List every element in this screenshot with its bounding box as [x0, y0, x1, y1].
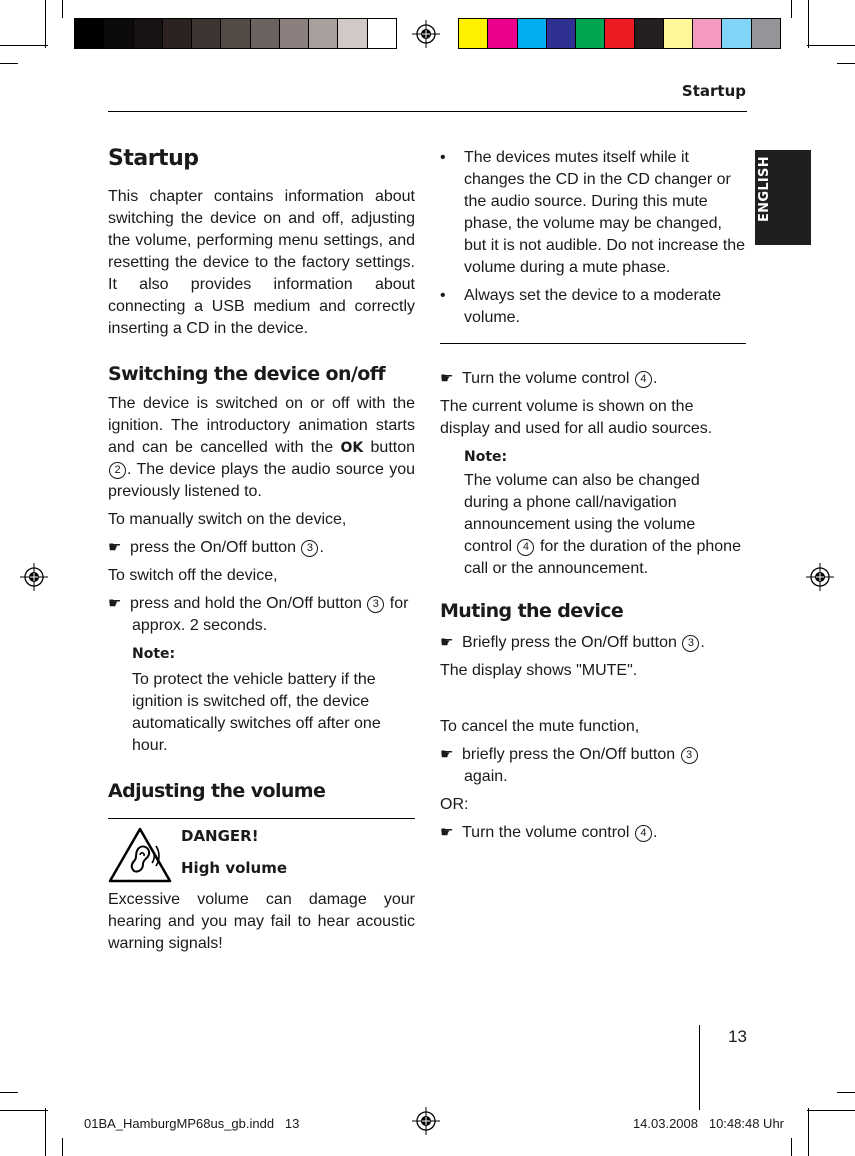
- gray-swatch: [221, 19, 250, 48]
- gray-swatch: [251, 19, 280, 48]
- volume-control-callout: 4: [635, 825, 652, 842]
- process-swatch: [459, 19, 488, 48]
- switch-off-paragraph: To switch off the device,: [108, 567, 278, 584]
- instruction-hold-onoff: ☛ press and hold the On/Off button 3 for approx. 2 seconds.: [108, 595, 409, 634]
- intro-paragraph: This chapter contains information about switching the device on and off, adjusting the volume, performing menu settings, and resetting the device to the factory settings. It also provides information about connecting a USB medium and correctly inserting a CD in the device.: [108, 188, 415, 337]
- registration-mark-icon: [20, 563, 48, 591]
- volume-control-callout: 4: [635, 371, 652, 388]
- button-callout-3: 3: [301, 540, 318, 557]
- process-swatch: [576, 19, 605, 48]
- pointing-hand-icon: ☛: [440, 824, 454, 841]
- volume-display-paragraph: The current volume is shown on the display and used for all audio sources.: [440, 398, 713, 437]
- running-header: Startup: [681, 82, 746, 100]
- instruction-brief-press-again: ☛ briefly press the On/Off button 3 again.: [440, 744, 746, 788]
- gray-swatch: [75, 19, 104, 48]
- header-rule: [108, 111, 747, 112]
- or-label: OR:: [440, 796, 469, 813]
- pointing-hand-icon: ☛: [108, 539, 122, 556]
- gray-swatch: [104, 19, 133, 48]
- ok-label: OK: [340, 440, 364, 456]
- process-swatch: [664, 19, 693, 48]
- switching-text-c: . The device plays the audio source you previously listened to.: [108, 461, 415, 500]
- pointing-hand-icon: ☛: [108, 595, 122, 612]
- note-label: Note:: [464, 449, 508, 465]
- button-callout-3: 3: [681, 747, 698, 764]
- process-swatch: [752, 19, 780, 48]
- process-swatch: [518, 19, 547, 48]
- gray-color-bar: [74, 18, 397, 49]
- gray-swatch: [309, 19, 338, 48]
- instruction-turn-volume-unmute: ☛ Turn the volume control 4 .: [440, 822, 746, 844]
- volume-control-callout: 4: [517, 539, 534, 556]
- danger-title: High volume: [181, 859, 288, 877]
- note-text: The volume can also be changed during a phone call/navigation announcement using the volume control 4 for the duration of the phone call or the announcement.: [464, 472, 741, 577]
- button-callout-3: 3: [367, 596, 384, 613]
- manual-on-paragraph: To manually switch on the device,: [108, 511, 347, 528]
- switching-text-b: button: [370, 439, 415, 456]
- danger-box: [108, 818, 415, 888]
- instruction-turn-volume: ☛ Turn the volume control 4 .: [440, 368, 746, 390]
- switching-text-a: The device is switched on or off with the ignition. The introductory animation starts and can be cancelled with the: [108, 395, 415, 456]
- page-number: 13: [728, 1027, 747, 1046]
- gray-swatch: [338, 19, 367, 48]
- button-callout-2: 2: [109, 462, 126, 479]
- gray-swatch: [368, 19, 396, 48]
- left-column: [108, 146, 415, 955]
- danger-end-rule: [440, 343, 746, 344]
- gray-swatch: [280, 19, 309, 48]
- instruction-press-onoff: ☛ press the On/Off button 3 .: [108, 537, 415, 559]
- danger-label: DANGER!: [181, 827, 259, 845]
- page-title: Startup: [108, 146, 199, 171]
- switching-paragraph: [108, 393, 415, 503]
- bullet-moderate-volume: • Always set the device to a moderate volume.: [440, 285, 746, 329]
- process-swatch: [693, 19, 722, 48]
- section-title-muting: Muting the device: [440, 600, 624, 622]
- note-label: Note:: [132, 646, 176, 662]
- gray-swatch: [163, 19, 192, 48]
- right-column: [440, 147, 746, 844]
- section-title-volume: Adjusting the volume: [108, 780, 326, 802]
- process-swatch: [722, 19, 751, 48]
- registration-mark-icon: [412, 1107, 440, 1135]
- pointing-hand-icon: ☛: [440, 370, 454, 387]
- print-slug-date: 14.03.2008 10:48:48 Uhr: [632, 1116, 784, 1131]
- pointing-hand-icon: ☛: [440, 746, 454, 763]
- cancel-mute-paragraph: To cancel the mute function,: [440, 718, 640, 735]
- section-title-switching: Switching the device on/off: [108, 363, 386, 385]
- process-color-bar: [458, 18, 781, 49]
- language-tab-label: ENGLISH: [757, 156, 772, 222]
- instruction-brief-press: ☛ Briefly press the On/Off button 3 .: [440, 632, 746, 654]
- hearing-warning-icon: [108, 827, 172, 883]
- gray-swatch: [192, 19, 221, 48]
- bullet-mute-phase: • The devices mutes itself while it changes the CD in the CD changer or the audio source. During this mute phase, the volume may be changed, but it is not audible. Do not increase the volume during a mute phase.: [440, 147, 746, 279]
- registration-mark-icon: [806, 563, 834, 591]
- process-swatch: [605, 19, 634, 48]
- mute-display-paragraph: The display shows "MUTE".: [440, 662, 638, 679]
- phone-volume-note: [440, 446, 746, 580]
- gray-swatch: [134, 19, 163, 48]
- danger-text: Excessive volume can damage your hearing and you may fail to hear acoustic warning signals!: [108, 891, 415, 952]
- process-swatch: [547, 19, 576, 48]
- registration-mark-icon: [412, 20, 440, 48]
- print-slug-file: 01BA_HamburgMP68us_gb.indd 13: [84, 1116, 300, 1131]
- process-swatch: [488, 19, 517, 48]
- pointing-hand-icon: ☛: [440, 634, 454, 651]
- note-text: To protect the vehicle battery if the ignition is switched off, the device automatically switches off after one hour.: [132, 671, 381, 754]
- button-callout-3: 3: [682, 635, 699, 652]
- process-swatch: [635, 19, 664, 48]
- battery-note: [108, 643, 415, 757]
